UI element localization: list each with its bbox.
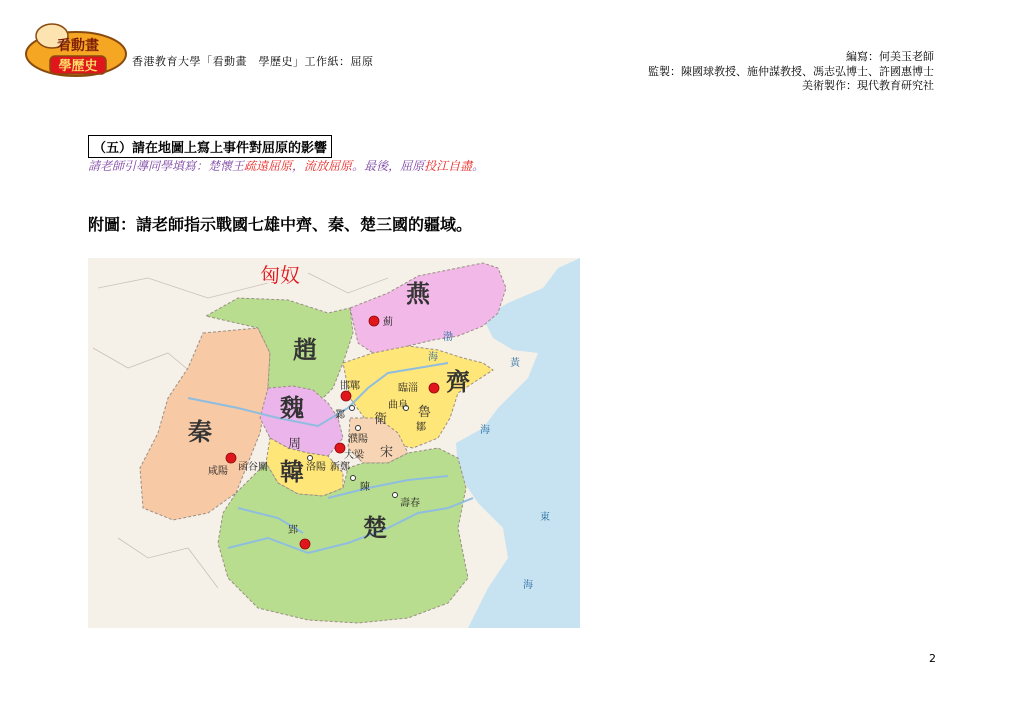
city-qufu: 曲阜: [388, 400, 408, 411]
capital-xianyang-marker: [226, 453, 236, 463]
city-handan: 邯鄲: [340, 381, 360, 392]
city-xinzheng: 新鄭: [330, 462, 350, 473]
city-shouchun: 壽春: [400, 498, 420, 509]
city-zou: 鄒: [416, 422, 426, 433]
sea-bohai-2: 海: [428, 352, 438, 363]
label-wei: 魏: [280, 393, 304, 422]
sea-yellow-2: 海: [480, 425, 490, 436]
label-han: 韓: [280, 457, 304, 486]
label-song: 宋: [380, 445, 394, 460]
credit-author: 編寫：何美玉老師: [846, 50, 934, 63]
city-xianyang: 咸陽: [208, 466, 228, 477]
sea-yellow-1: 黃: [510, 358, 520, 369]
worksheet-title: 香港教育大學「看動畫 學歷史」工作紙：屈原: [132, 55, 374, 68]
instruction-part: ，: [292, 159, 305, 173]
capital-ying-marker: [300, 539, 310, 549]
label-zhao: 趙: [293, 335, 317, 364]
capital-linzi-marker: [429, 383, 439, 393]
city-ji: 薊: [383, 317, 393, 328]
capital-handan-marker: [341, 391, 351, 401]
credits: [648, 50, 934, 94]
label-yan: 燕: [406, 279, 430, 308]
city-shouchun-marker: [393, 493, 398, 498]
instruction-part: 。: [472, 159, 485, 173]
city-ye: 鄴: [335, 410, 345, 421]
label-chu: 楚: [363, 513, 387, 542]
label-wey: 衛: [374, 412, 388, 427]
map-caption: 附圖：請老師指示戰國七雄中齊、秦、楚三國的疆域。: [88, 215, 473, 234]
instruction-part: 。最後，屈原: [352, 159, 425, 173]
city-ying: 郢: [288, 525, 298, 536]
city-luoyang: 洛陽: [306, 462, 326, 473]
capital-ji-marker: [369, 316, 379, 326]
section-title: （五）請在地圖上寫上事件對屈原的影響: [88, 135, 332, 158]
city-hangu: 函谷關: [238, 462, 268, 473]
city-linzi: 臨淄: [398, 383, 418, 394]
teacher-instruction: [88, 157, 484, 174]
page-number: 2: [929, 652, 936, 665]
answer-distance: 疏遠屈原: [244, 159, 293, 173]
label-zhou: 周: [288, 437, 302, 452]
logo-line2: 學歷史: [58, 59, 98, 74]
credit-art: 美術製作：現代教育研究社: [802, 79, 934, 92]
city-chen: 陳: [360, 482, 370, 493]
sea-east-1: 東: [540, 512, 550, 523]
logo-line1: 看動畫: [57, 38, 99, 54]
logo: [22, 22, 130, 80]
sea-bohai-1: 渤: [443, 332, 453, 343]
sea-east-2: 海: [523, 580, 533, 591]
label-qi: 齊: [446, 367, 470, 396]
city-daliang: 大梁: [344, 450, 364, 461]
warring-states-map: [88, 258, 580, 628]
city-ye-marker: [350, 406, 355, 411]
label-xiongnu: 匈奴: [260, 263, 300, 287]
city-luoyang-marker: [308, 456, 313, 461]
instruction-part: 請老師引導同學填寫：楚懷王: [88, 159, 245, 173]
label-lu: 魯: [418, 405, 432, 420]
answer-suicide: 投江自盡: [424, 159, 473, 173]
city-puyang: 濮陽: [348, 434, 368, 445]
city-puyang-marker: [356, 426, 361, 431]
city-chen-marker: [351, 476, 356, 481]
label-qin: 秦: [188, 417, 212, 446]
answer-exile: 流放屈原: [304, 159, 353, 173]
credit-supervisors: 監製：陳國球教授、施仲謀教授、馮志弘博士、許國惠博士: [648, 64, 934, 78]
